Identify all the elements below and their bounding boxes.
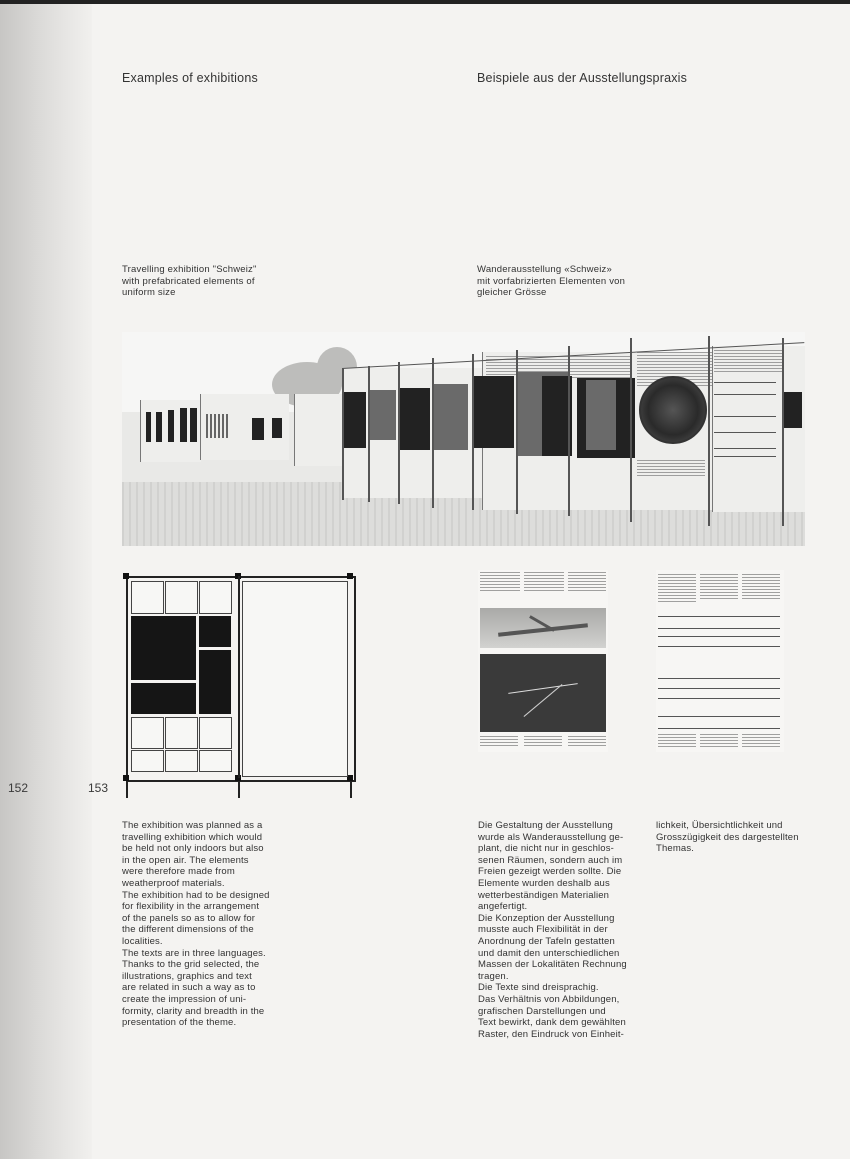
- chart-line: [658, 616, 780, 617]
- panel-coin: [639, 376, 707, 444]
- grid-empty-panel: [242, 581, 348, 777]
- panel-text: [637, 460, 705, 478]
- far-panel-image: [252, 418, 264, 440]
- far-panel: [294, 394, 343, 466]
- body-line: angefertigt.: [478, 901, 528, 913]
- grid-image-block: [199, 650, 231, 714]
- book-gutter: [0, 0, 92, 1159]
- body-line: grafischen Darstellungen und: [478, 1005, 606, 1017]
- panel-text: [700, 734, 738, 748]
- grid-joint: [123, 573, 129, 579]
- body-line: weatherproof materials.: [122, 877, 225, 889]
- grid-cell: [165, 581, 198, 614]
- grid-cell: [131, 581, 164, 614]
- body-line: of the panels so as to allow for: [122, 912, 256, 924]
- body-line: Das Verhältnis von Abbildungen,: [478, 993, 620, 1005]
- body-line: The texts are in three languages.: [122, 947, 266, 959]
- caption-line: uniform size: [122, 287, 176, 298]
- caption-line: mit vorfabrizierten Elementen von: [477, 275, 626, 287]
- body-line: Anordnung der Tafeln gestatten: [478, 935, 615, 947]
- panel-line: [714, 416, 776, 417]
- chart-line: [658, 646, 780, 647]
- body-line: Massen der Lokalitäten Rechnung: [478, 959, 627, 971]
- panel-line: [714, 448, 776, 449]
- chart-line: [658, 636, 780, 637]
- far-panel-image: [168, 410, 174, 442]
- panel-text: [524, 736, 562, 746]
- body-line: Raster, den Eindruck von Einheit-: [478, 1028, 624, 1040]
- panel-portrait-face: [586, 380, 616, 450]
- grid-leg: [238, 778, 240, 798]
- body-line: Themas.: [656, 843, 695, 855]
- panel-photo: [400, 388, 430, 450]
- panel-text: [742, 574, 780, 600]
- body-line: in the open air. The elements: [122, 854, 249, 866]
- frame-pole: [782, 338, 784, 526]
- panel-text: [568, 572, 606, 592]
- grid-joint: [347, 573, 353, 579]
- top-edge: [0, 0, 850, 4]
- body-line: tragen.: [478, 970, 509, 982]
- frame-pole: [398, 362, 400, 504]
- grid-leg: [350, 778, 352, 798]
- body-line: Freien gezeigt werden sollte. Die: [478, 866, 622, 878]
- panel-line: [714, 456, 776, 457]
- panel-text: [714, 350, 784, 372]
- exhibition-photograph: [122, 332, 805, 546]
- far-panel-image: [146, 412, 151, 442]
- chart-line: [658, 678, 780, 679]
- frame-pole: [630, 338, 632, 522]
- panel-line: [714, 382, 776, 383]
- body-line: Thanks to the grid selected, the: [122, 959, 260, 971]
- panel-example-airplane: [478, 570, 608, 752]
- panel-text: [742, 734, 780, 748]
- panel-text: [480, 572, 520, 592]
- body-line: illustrations, graphics and text: [122, 970, 252, 982]
- panel-text: [568, 736, 606, 746]
- panel-text: [480, 736, 518, 746]
- grid-joint: [123, 775, 129, 781]
- body-german-col2: [656, 820, 799, 855]
- body-line: localities.: [122, 935, 163, 947]
- frame-pole: [568, 346, 570, 516]
- panel-text: [700, 574, 738, 600]
- body-line: be held not only indoors but also: [122, 843, 264, 855]
- panel-photo: [784, 392, 802, 428]
- panel-photo: [344, 392, 366, 448]
- body-line: formity, clarity and breadth in the: [122, 1005, 265, 1017]
- chart-line: [658, 698, 780, 699]
- panel-photo: [474, 376, 514, 448]
- body-line: for flexibility in the arrangement: [122, 901, 260, 913]
- panel-text: [524, 572, 564, 592]
- far-panel-image: [272, 418, 282, 438]
- far-grid-panel: [206, 414, 230, 438]
- chart-line: [658, 716, 780, 717]
- body-line: The exhibition was planned as a: [122, 820, 263, 831]
- body-line: senen Räumen, sondern auch im: [478, 854, 623, 866]
- panel-text: [658, 574, 696, 604]
- panel-example-chart: [656, 570, 784, 752]
- frame-pole: [342, 368, 344, 500]
- frame-pole: [516, 350, 518, 514]
- grid-cell: [165, 750, 198, 772]
- body-line: lichkeit, Übersichtlichkeit und: [656, 820, 783, 831]
- body-line: Die Konzeption der Ausstellung: [478, 912, 615, 924]
- grid-image-block: [131, 683, 196, 714]
- chart-line: [658, 688, 780, 689]
- frame-pole: [432, 358, 434, 508]
- grid-cell: [165, 717, 198, 749]
- body-line: Grosszügigkeit des dargestellten: [656, 831, 799, 843]
- grid-cell: [131, 750, 164, 772]
- caption-line: with prefabricated elements of: [122, 275, 255, 287]
- frame-pole: [368, 366, 370, 502]
- body-line: the different dimensions of the: [122, 924, 254, 936]
- grid-leg: [126, 778, 128, 798]
- chart-line: [658, 728, 780, 729]
- panel-line: [714, 394, 776, 395]
- frame-pole: [472, 354, 474, 510]
- body-german-col1: [478, 820, 627, 1040]
- page-number-left: 152: [8, 781, 29, 795]
- body-line: musste auch Flexibilität in der: [478, 924, 608, 936]
- grid-cell: [199, 750, 232, 772]
- caption-german: [477, 264, 625, 299]
- grid-cell: [199, 581, 232, 614]
- heading-english: Examples of exhibitions: [122, 71, 258, 85]
- grid-image-block: [199, 616, 231, 647]
- grid-cell: [131, 717, 164, 749]
- page-number-right: 153: [88, 781, 109, 795]
- far-panel-image: [190, 408, 197, 442]
- body-line: und damit den unterschiedlichen: [478, 947, 620, 959]
- caption-line: Travelling exhibition "Schweiz": [122, 264, 257, 275]
- body-line: Die Gestaltung der Ausstellung: [478, 820, 613, 831]
- body-line: are related in such a way as to: [122, 982, 256, 994]
- grid-image-block: [131, 616, 196, 680]
- frame-pole: [708, 336, 710, 526]
- grid-cell: [199, 717, 232, 749]
- body-line: plant, die nicht nur in geschlos-: [478, 843, 614, 855]
- body-line: The exhibition had to be designed: [122, 889, 270, 901]
- caption-line: Wanderausstellung «Schweiz»: [477, 264, 612, 275]
- night-photo: [480, 654, 606, 732]
- chart-line: [658, 628, 780, 629]
- panel-photo: [434, 384, 468, 450]
- body-line: were therefore made from: [122, 866, 235, 878]
- caption-english: [122, 264, 257, 299]
- body-line: travelling exhibition which would: [122, 831, 263, 843]
- body-line: create the impression of uni-: [122, 993, 247, 1005]
- far-panel-image: [180, 408, 187, 442]
- panel-text: [658, 734, 696, 748]
- body-english: [122, 820, 270, 1029]
- panel-photo: [370, 390, 396, 440]
- panel-text: [572, 356, 632, 378]
- caption-line: gleicher Grösse: [477, 287, 547, 298]
- body-line: Text bewirkt, dank dem gewählten: [478, 1017, 626, 1029]
- heading-german: Beispiele aus der Ausstellungspraxis: [477, 71, 688, 85]
- body-line: wetterbeständigen Materialien: [478, 889, 610, 901]
- body-line: Die Texte sind dreisprachig.: [478, 982, 599, 994]
- panel-line: [714, 432, 776, 433]
- grid-diagram: [122, 572, 356, 798]
- body-line: wurde als Wanderausstellung ge-: [478, 831, 624, 843]
- grid-divider: [238, 576, 240, 778]
- body-line: presentation of the theme.: [122, 1017, 237, 1029]
- far-panel-image: [156, 412, 162, 442]
- body-line: Elemente wurden deshalb aus: [478, 877, 610, 889]
